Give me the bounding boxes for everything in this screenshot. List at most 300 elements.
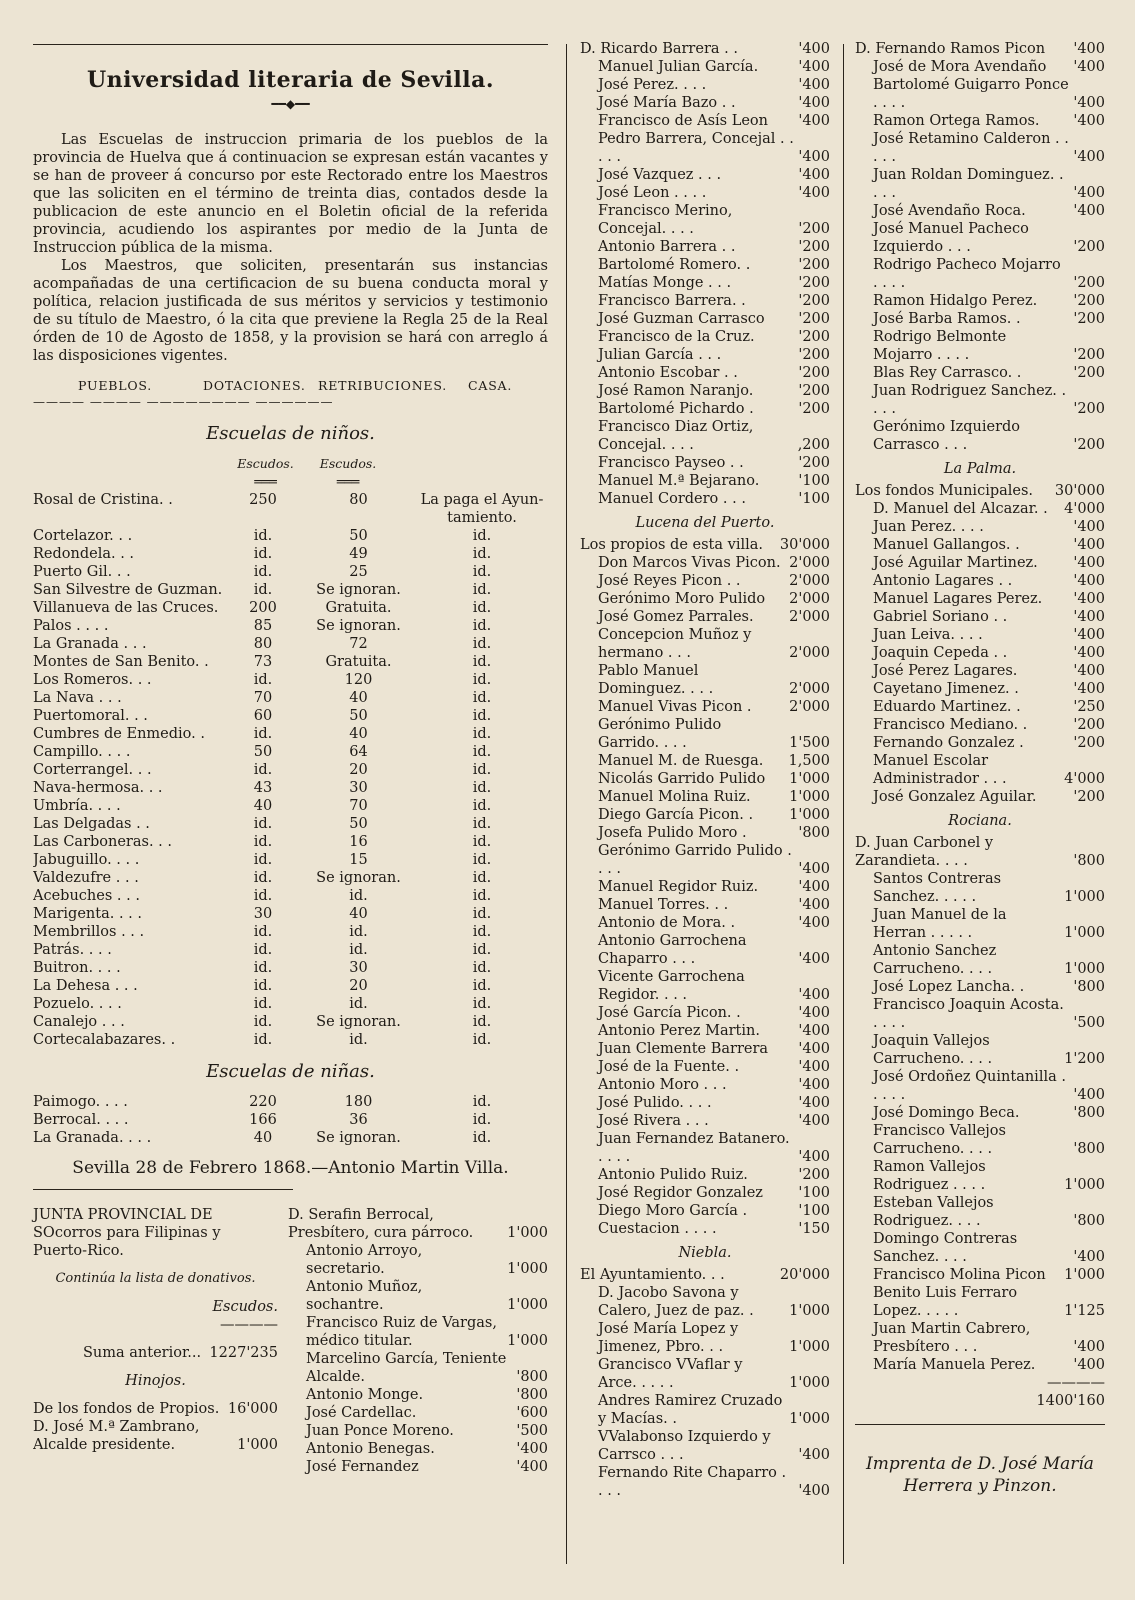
list-item (580, 202, 830, 238)
table-row (33, 923, 548, 941)
donation-amount: '400 (798, 987, 830, 1003)
list-item (580, 184, 830, 202)
donation-amount: '200 (1073, 401, 1105, 417)
donor-name: Francisco Diaz Ortiz, Concejal. . . . (598, 419, 754, 453)
list-item (580, 1428, 830, 1464)
list-item (580, 878, 830, 896)
pueblo-name: La Dehesa . . . (33, 978, 138, 994)
list-item (580, 76, 830, 94)
donation-amount: 1'000 (789, 771, 830, 787)
list-item (580, 130, 830, 166)
pueblo-name: San Silvestre de Guzman. (33, 582, 223, 598)
donation-amount: '400 (1073, 41, 1105, 57)
donor-name: Fernando Rite Chaparro . . . . (598, 1465, 787, 1499)
donor-name: Francisco Ruiz de Vargas, médico titular. (306, 1315, 497, 1349)
retribucion-value: 80 (349, 492, 368, 508)
casa-value: id. (472, 924, 492, 940)
list-item (580, 1356, 830, 1392)
donor-name: Antonio Moro . . . (598, 1077, 727, 1093)
donor-name: Antonio Pulido Ruiz. (598, 1167, 748, 1183)
boys-section-title: Escuelas de niños. (206, 423, 375, 444)
donation-amount: 1'000 (789, 789, 830, 805)
list-item (855, 1230, 1105, 1266)
list-item (580, 166, 830, 184)
list-item (580, 770, 830, 788)
list-item (580, 662, 830, 698)
donor-list-lucena (580, 536, 830, 1238)
donor-name: Rodrigo Pacheco Mojarro . . . . (873, 257, 1061, 291)
retribucion-value: Se ignoran. (316, 870, 401, 886)
donor-name: Antonio Garrochena Chaparro . . . (598, 933, 747, 967)
pueblo-name: Corterrangel. . . (33, 762, 152, 778)
list-item (855, 500, 1105, 518)
list-item (580, 1320, 830, 1356)
donation-amount: 1,500 (788, 753, 830, 769)
donor-name: Rodrigo Belmonte Mojarro . . . . (873, 329, 1007, 363)
donor-name: Juan Rodriguez Sanchez. . . . . (873, 383, 1067, 417)
retribucion-value: 50 (349, 708, 368, 724)
table-row (33, 509, 548, 527)
donor-name: Grancisco VVaflar y Arce. . . . . (598, 1357, 743, 1391)
pueblo-name: Cortecalabazares. . (33, 1032, 176, 1048)
retribucion-value: 16 (349, 834, 368, 850)
donation-amount: '200 (798, 401, 830, 417)
donor-name: D. Jacobo Savona y Calero, Juez de paz. . (598, 1285, 754, 1319)
donor-name: Francisco Barrera. . (598, 293, 746, 309)
dotacion-value: 40 (253, 1130, 273, 1146)
retribucion-value: 30 (349, 960, 368, 976)
list-item (580, 364, 830, 382)
list-item (855, 130, 1105, 166)
retribucion-value: Gratuita. (325, 654, 392, 670)
dotacion-value: id. (253, 762, 273, 778)
casa-value: id. (472, 726, 492, 742)
casa-value: id. (472, 582, 492, 598)
list-item (855, 734, 1105, 752)
list-item (580, 472, 830, 490)
donor-name: Gerónimo Moro Pulido (598, 591, 766, 607)
suma-value: 1227'235 (209, 1345, 278, 1361)
donation-amount: '200 (1073, 311, 1105, 327)
printer-credit: Imprenta de D. José María Herrera y Pinzon. (866, 1454, 1094, 1496)
casa-value: id. (472, 816, 492, 832)
table-row (33, 959, 548, 977)
donation-amount: '400 (798, 149, 830, 165)
list-item (855, 58, 1105, 76)
list-item (580, 310, 830, 328)
table-row (33, 779, 548, 797)
donor-name: Antonio Lagares . . (873, 573, 1013, 589)
donor-name: Los fondos Municipales. (855, 483, 1034, 499)
list-item (580, 896, 830, 914)
donation-amount: '400 (798, 897, 830, 913)
total-value: 1400'160 (1036, 1393, 1105, 1409)
pueblo-name: Patrás. . . . (33, 942, 112, 958)
donation-amount: '800 (516, 1387, 548, 1403)
dotacion-value: id. (253, 726, 273, 742)
donation-amount: '500 (516, 1423, 548, 1439)
donor-name: Juan Ponce Moreno. (306, 1423, 454, 1439)
retribucion-value: 20 (349, 762, 368, 778)
dotacion-value: id. (253, 960, 273, 976)
donor-name: Diego García Picon. . (598, 807, 754, 823)
list-item (580, 716, 830, 752)
donation-amount: 1'000 (507, 1225, 548, 1241)
list-item (580, 94, 830, 112)
donor-name: José Manuel Pacheco Izquierdo . . . (873, 221, 1029, 255)
donation-amount: 1'000 (1064, 961, 1105, 977)
donor-list-rociana (855, 834, 1105, 1374)
list-item (855, 482, 1105, 500)
list-item (580, 608, 830, 626)
list-item (580, 1284, 830, 1320)
retribucion-value: Se ignoran. (316, 618, 401, 634)
donation-amount: 30'000 (779, 537, 830, 553)
donation-amount: '400 (798, 1005, 830, 1021)
donor-name: Antonio Escobar . . (598, 365, 738, 381)
donor-name: José Perez. . . . (598, 77, 707, 93)
list-item (580, 1004, 830, 1022)
donation-amount: '400 (1073, 1087, 1105, 1103)
retribucion-value: 20 (349, 978, 368, 994)
donor-name: Gerónimo Garrido Pulido . . . . (598, 843, 792, 877)
dotacion-value: 43 (253, 780, 273, 796)
dotacion-value: 40 (253, 798, 273, 814)
donation-amount: '100 (798, 491, 830, 507)
pueblo-name: Palos . . . . (33, 618, 109, 634)
donation-amount: '400 (1073, 663, 1105, 679)
donor-name: Joaquin Cepeda . . (873, 645, 1008, 661)
list-item (580, 274, 830, 292)
table-row (33, 725, 548, 743)
donation-amount: '400 (1073, 555, 1105, 571)
donor-name: VValabonso Izquierdo y Carrsco . . . (598, 1429, 771, 1463)
retribucion-value: 15 (349, 852, 368, 868)
donor-name: José Pulido. . . . (598, 1095, 712, 1111)
donation-amount: '200 (798, 347, 830, 363)
header-dotaciones: DOTACIONES. (203, 378, 306, 393)
donation-amount: '800 (798, 825, 830, 841)
donor-name: José de Mora Avendaño (873, 59, 1047, 75)
list-item (855, 40, 1105, 58)
retribucion-value: id. (349, 942, 368, 958)
casa-value: id. (472, 708, 492, 724)
list-item (580, 968, 830, 1004)
casa-value: id. (472, 564, 492, 580)
suma-label: Suma anterior... (83, 1345, 202, 1361)
list-item (288, 1242, 548, 1278)
donation-amount: '200 (798, 455, 830, 471)
list-item (580, 256, 830, 274)
donor-name: Juan Leiva. . . . (873, 627, 983, 643)
list-item (580, 788, 830, 806)
dotacion-value: id. (253, 924, 273, 940)
list-item (855, 418, 1105, 454)
list-item (288, 1278, 548, 1314)
donation-amount: '400 (1073, 627, 1105, 643)
table-row (33, 1129, 548, 1147)
list-item (855, 1158, 1105, 1194)
donation-amount: '100 (798, 473, 830, 489)
donor-name: Gerónimo Pulido Garrido. . . . (598, 717, 722, 751)
donation-amount: '400 (1073, 609, 1105, 625)
pueblo-name: Puertomoral. . . (33, 708, 148, 724)
casa-value: id. (472, 654, 492, 670)
table-row (33, 689, 548, 707)
donor-name: Antonio Perez Martin. (598, 1023, 760, 1039)
unit-retribuciones: Escudos. (319, 456, 377, 471)
list-item (855, 328, 1105, 364)
list-item (580, 554, 830, 572)
donation-amount: '400 (798, 1447, 830, 1463)
list-item (580, 1166, 830, 1184)
donation-amount: '400 (1073, 185, 1105, 201)
pueblo-name: Canalejo . . . (33, 1014, 125, 1030)
table-row (33, 1093, 548, 1111)
retribucion-value: 120 (344, 672, 373, 688)
junta-section (33, 1206, 548, 1476)
junta-title: JUNTA PROVINCIAL DE SOcorros para Filipinas y Puerto-Rico. (33, 1207, 221, 1259)
list-item (855, 680, 1105, 698)
donor-name: Matías Monge . . . (598, 275, 732, 291)
bottom-rule (855, 1424, 1105, 1425)
hinojos-title: Hinojos. (125, 1373, 186, 1389)
donation-amount: '200 (1073, 735, 1105, 751)
dotacion-value: 220 (249, 1094, 277, 1110)
donation-amount: '400 (1073, 113, 1105, 129)
donation-amount: '400 (798, 1059, 830, 1075)
donation-amount: '200 (798, 293, 830, 309)
list-item (288, 1350, 548, 1386)
retribucion-value: 50 (349, 816, 368, 832)
donor-name: José Fernandez (306, 1459, 419, 1475)
lapalma-title: La Palma. (943, 461, 1017, 477)
list-item (855, 112, 1105, 130)
donation-amount: '400 (798, 1095, 830, 1111)
list-item (855, 644, 1105, 662)
list-item (855, 1284, 1105, 1320)
donor-name: Joaquin Vallejos Carrucheno. . . . (873, 1033, 993, 1067)
list-item (580, 328, 830, 346)
casa-value: id. (472, 888, 492, 904)
donation-amount: '400 (798, 915, 830, 931)
list-item (855, 166, 1105, 202)
list-item (580, 752, 830, 770)
list-item (580, 1130, 830, 1166)
retribucion-value: 30 (349, 780, 368, 796)
table-row (33, 815, 548, 833)
table-row (33, 707, 548, 725)
donation-amount: 2'000 (789, 609, 830, 625)
lucena-title: Lucena del Puerto. (635, 515, 775, 531)
units-rule-row (33, 473, 548, 491)
casa-value: id. (472, 1094, 492, 1110)
unit-dotaciones: Escudos. (237, 456, 294, 471)
list-item (580, 40, 830, 58)
donation-amount: 20'000 (779, 1267, 830, 1283)
donor-name: D. Serafin Berrocal, Presbítero, cura párroco. (288, 1207, 474, 1241)
dotacion-value: 250 (249, 492, 277, 508)
donation-amount: '400 (798, 77, 830, 93)
list-item (855, 310, 1105, 328)
donation-amount: 1'000 (789, 1339, 830, 1355)
list-item (855, 870, 1105, 906)
list-item (855, 662, 1105, 680)
list-item (288, 1422, 548, 1440)
list-item (580, 1464, 830, 1500)
casa-value: id. (472, 744, 492, 760)
casa-value: id. (472, 942, 492, 958)
pueblo-name: La Nava . . . (33, 690, 122, 706)
casa-value: id. (472, 600, 492, 616)
donation-amount: '400 (1073, 149, 1105, 165)
list-item (580, 1392, 830, 1428)
donor-name: Julian García . . . (598, 347, 722, 363)
retribucion-value (301, 509, 416, 527)
donation-amount: 1'000 (1064, 925, 1105, 941)
girls-section-title: Escuelas de niñas. (206, 1061, 375, 1082)
donation-amount: 1'000 (789, 1375, 830, 1391)
casa-value: id. (472, 870, 492, 886)
donation-amount: 2'000 (789, 645, 830, 661)
donation-amount: '400 (798, 113, 830, 129)
donor-name: Francisco de la Cruz. (598, 329, 755, 345)
list-item (580, 400, 830, 418)
list-item (580, 626, 830, 662)
list-item (288, 1440, 548, 1458)
list-item (580, 572, 830, 590)
paragraph-1: Las Escuelas de instruccion primaria de los pueblos de la provincia de Huelva que á continuacion se expresan están vacantes y se han de proveer á concurso por este Rectorado entre los Maestros que las soliciten en el término de treinta dias, contados desde la publicacion de este anuncio en el Boletin oficial de la referida provincia, acudiendo los aspirantes por medio de la Junta de Instruccion pública de la misma. (33, 132, 548, 256)
donation-amount: 16'000 (227, 1401, 278, 1417)
casa-value: id. (472, 1032, 492, 1048)
donor-name: Bartolomé Romero. . (598, 257, 751, 273)
donation-amount: 2'000 (789, 591, 830, 607)
table-row (33, 545, 548, 563)
casa-value: id. (472, 672, 492, 688)
list-item (33, 1436, 278, 1454)
pueblo-name: Las Delgadas . . (33, 816, 150, 832)
donor-list-lapalma (855, 482, 1105, 806)
donation-amount: '200 (798, 239, 830, 255)
list-item (580, 590, 830, 608)
hinojos-list (33, 1400, 278, 1454)
donor-name: Bartolomé Guigarro Ponce . . . . (873, 77, 1069, 111)
donor-name: Bartolomé Pichardo . (598, 401, 754, 417)
casa-value: id. (472, 798, 492, 814)
retribucion-value: 25 (349, 564, 368, 580)
pueblo-name: Valdezufre . . . (33, 870, 139, 886)
donation-amount: '200 (1073, 293, 1105, 309)
junta-units-rule: ———— (220, 1317, 278, 1333)
list-item (855, 76, 1105, 112)
donation-amount: '400 (1073, 1249, 1105, 1265)
units-row (33, 455, 548, 473)
list-item (580, 1220, 830, 1238)
casa-value: id. (472, 636, 492, 652)
donor-name: Los propios de esta villa. (580, 537, 763, 553)
donor-name: Manuel M. de Ruesga. (598, 753, 764, 769)
pueblo-name: La Granada . . . (33, 636, 147, 652)
donation-amount: '200 (798, 311, 830, 327)
list-item (580, 842, 830, 878)
donation-amount: 1'000 (789, 1411, 830, 1427)
junta-units: Escudos. (212, 1299, 278, 1315)
units-rule-2: ═══ (336, 474, 360, 489)
donor-list-right-1 (855, 40, 1105, 454)
donor-name: Juan Fernandez Batanero. . . . . (598, 1131, 790, 1165)
dotacion-value: 70 (253, 690, 273, 706)
donation-amount: 1'000 (1064, 1267, 1105, 1283)
donor-name: José Barba Ramos. . (873, 311, 1021, 327)
table-row (33, 635, 548, 653)
list-item (855, 572, 1105, 590)
signature: Sevilla 28 de Febrero 1868.—Antonio Martin Villa. (72, 1158, 509, 1178)
donor-name: José Reyes Picon . . (598, 573, 741, 589)
list-item (855, 1194, 1105, 1230)
donation-amount: 1'000 (237, 1437, 278, 1453)
donor-name: Juan Roldan Dominguez. . . . . (873, 167, 1064, 201)
donation-amount: '400 (1073, 591, 1105, 607)
donation-amount: '400 (798, 59, 830, 75)
table-row (33, 617, 548, 635)
list-item (855, 608, 1105, 626)
dotacion-value: id. (253, 978, 273, 994)
donor-list-niebla (580, 1266, 830, 1500)
list-item (288, 1386, 548, 1404)
donor-name: José Ordoñez Quintanilla . . . . . (873, 1069, 1066, 1103)
table-row (33, 743, 548, 761)
donor-name: D. José M.ª Zambrano, (33, 1419, 200, 1435)
donation-amount: '400 (798, 167, 830, 183)
donor-name: Pablo Manuel Dominguez. . . . (598, 663, 714, 697)
table-row (33, 1111, 548, 1129)
pueblo-name: Los Romeros. . . (33, 672, 152, 688)
list-item (855, 518, 1105, 536)
pueblo-name: Paimogo. . . . (33, 1094, 128, 1110)
donor-name: Manuel Lagares Perez. (873, 591, 1043, 607)
list-item (580, 1022, 830, 1040)
donor-name: Pedro Barrera, Concejal . . . . . (598, 131, 794, 165)
donor-name: Santos Contreras Sanchez. . . . . (873, 871, 1002, 905)
pueblo-name: Nava-hermosa. . . (33, 780, 163, 796)
donation-amount: '400 (1073, 59, 1105, 75)
table-row (33, 671, 548, 689)
donation-amount: '400 (1073, 1357, 1105, 1373)
table-row (33, 527, 548, 545)
donation-amount: '100 (798, 1203, 830, 1219)
dotacion-value: id. (253, 582, 273, 598)
list-item (580, 806, 830, 824)
donation-amount: '100 (798, 1185, 830, 1201)
donor-name: José de la Fuente. . (598, 1059, 740, 1075)
list-item (855, 788, 1105, 806)
header-retribuciones: RETRIBUCIONES. (318, 378, 448, 393)
donation-amount: '400 (798, 1041, 830, 1057)
donor-name: Blas Rey Carrasco. . (873, 365, 1022, 381)
donor-name: Domingo Contreras Sanchez. . . . (873, 1231, 1018, 1265)
donor-name: Francisco Mediano. . (873, 717, 1028, 733)
donation-amount: 1'000 (507, 1297, 548, 1313)
donation-amount: 1'000 (789, 1303, 830, 1319)
donation-amount: 2'000 (789, 681, 830, 697)
donation-amount: 1'000 (1064, 1177, 1105, 1193)
donor-name: Ramon Ortega Ramos. (873, 113, 1040, 129)
donation-amount: '200 (798, 257, 830, 273)
casa-value: id. (472, 1112, 492, 1128)
dotacion-value: id. (253, 852, 273, 868)
donor-name: Francisco Vallejos Carrucheno. . . . (873, 1123, 1006, 1157)
donation-amount: ,200 (797, 437, 830, 453)
